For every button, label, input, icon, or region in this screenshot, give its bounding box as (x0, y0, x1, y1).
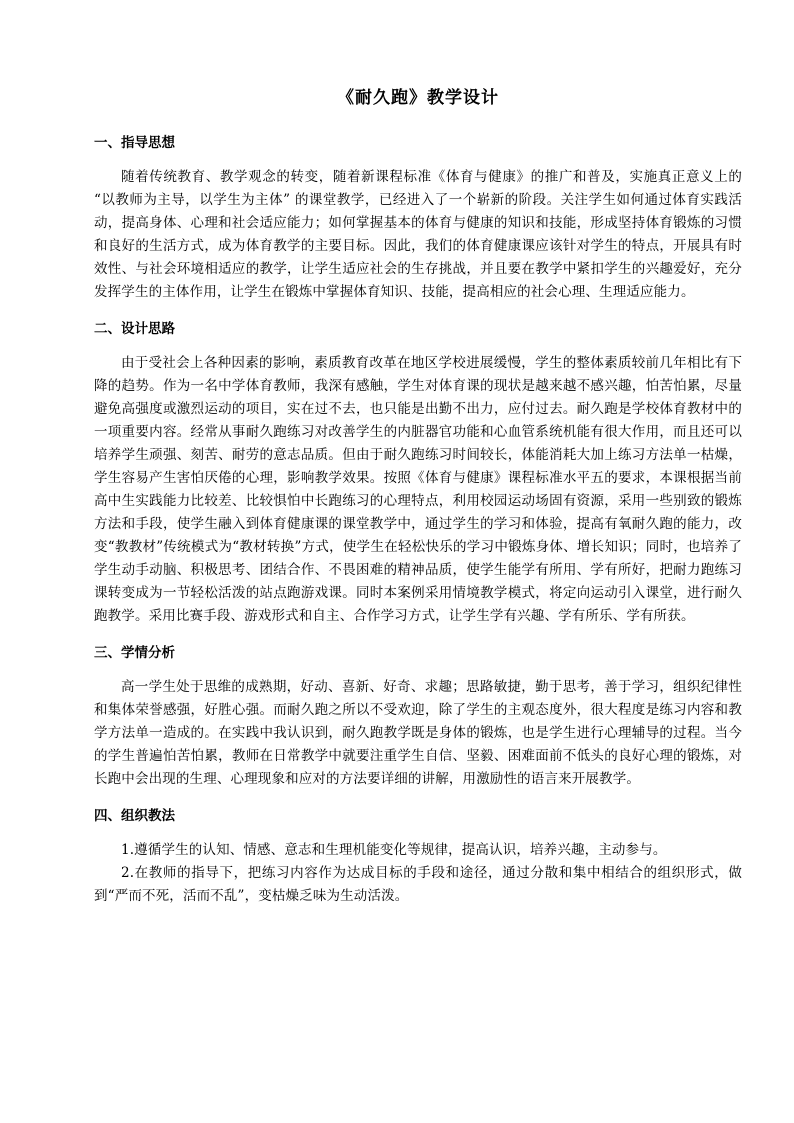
document-page (94, 86, 742, 922)
section-guiding-thought (94, 132, 742, 304)
paragraph: 1.遵循学生的认知、情感、意志和生理机能变化等规律，提高认识，培养兴趣，主动参与。 (121, 842, 667, 858)
section-heading: 三、学情分析 (94, 645, 175, 661)
section-teaching-methods (94, 805, 742, 908)
paragraph: 2.在教师的指导下，把练习内容作为达成目标的手段和途径，通过分散和集中相结合的组织形式，做到“严而不死，活而不乱”，变枯燥乏味为生动活泼。 (94, 865, 742, 904)
section-heading: 一、指导思想 (94, 135, 175, 151)
paragraph: 随着传统教育、教学观念的转变，随着新课程标准《体育与健康》的推广和普及，实施真正意义上的 “以教师为主导，以学生为主体” 的课堂教学，已经进入了一个崭新的阶段。关注学生如何通过体育实践活动，提高身体、心理和社会适应能力；如何掌握基本的体育与健康的知识和技能，形成坚持体育锻炼的习惯和良好的生活方式，成为体育教学的主要目标。因此，我们的体育健康课应该针对学生的特点，开展具有时效性、与社会环境相适应的教学，让学生适应社会的生存挑战，并且要在教学中紧扣学生的兴趣爱好，充分发挥学生的主体作用，让学生在锻炼中掌握体育知识、技能，提高相应的社会心理、生理适应能力。 (94, 169, 742, 300)
section-design-approach (94, 318, 742, 628)
paragraph: 由于受社会上各种因素的影响，素质教育改革在地区学校进展缓慢，学生的整体素质较前几年相比有下降的趋势。作为一名中学体育教师，我深有感触，学生对体育课的现状是越来越不感兴趣，怕苦怕累，尽量避免高强度或激烈运动的项目，实在过不去，也只能是出勤不出力，应付过去。耐久跑是学校体育教材中的一项重要内容。经常从事耐久跑练习对改善学生的内脏器官功能和心血管系统机能有很大作用，而且还可以培养学生顽强、刻苦、耐劳的意志品质。但由于耐久跑练习时间较长，体能消耗大加上练习方法单一枯燥，学生容易产生害怕厌倦的心理，影响教学效果。按照《体育与健康》课程标准水平五的要求，本课根据当前高中生实践能力比较差、比较惧怕中长跑练习的心理特点，利用校园运动场固有资源，采用一些别致的锻炼方法和手段，使学生融入到体育健康课的课堂教学中，通过学生的学习和体验，提高有氧耐久跑的能力，改变“教教材”传统模式为“教材转换”方式，使学生在轻松快乐的学习中锻炼身体、增长知识；同时，也培养了学生动手动脑、积极思考、团结合作、不畏困难的精神品质，使学生能学有所用、学有所好，把耐力跑练习课转变成为一节轻松活泼的站点跑游戏课。同时本案例采用情境教学模式，将定向运动引入课堂，进行耐久跑教学。采用比赛手段、游戏形式和自主、合作学习方式，让学生学有兴趣、学有所乐、学有所获。 (94, 355, 742, 624)
section-student-analysis (94, 642, 742, 791)
section-heading: 四、组织教法 (94, 808, 175, 824)
paragraph: 高一学生处于思维的成熟期，好动、喜新、好奇、求趣；思路敏捷，勤于思考，善于学习，组织纪律性和集体荣誉感强，好胜心强。而耐久跑之所以不受欢迎，除了学生的主观态度外，很大程度是练习内容和教学方法单一造成的。在实践中我认识到，耐久跑教学既是身体的锻炼，也是学生进行心理辅导的过程。当今的学生普遍怕苦怕累，教师在日常教学中就要注重学生自信、坚毅、困难面前不低头的良好心理的锻炼，对长跑中会出现的生理、心理现象和应对的方法要详细的讲解，用激励性的语言来开展教学。 (94, 679, 742, 787)
document-title: 《耐久跑》教学设计 (337, 88, 499, 108)
section-heading: 二、设计思路 (94, 321, 175, 337)
